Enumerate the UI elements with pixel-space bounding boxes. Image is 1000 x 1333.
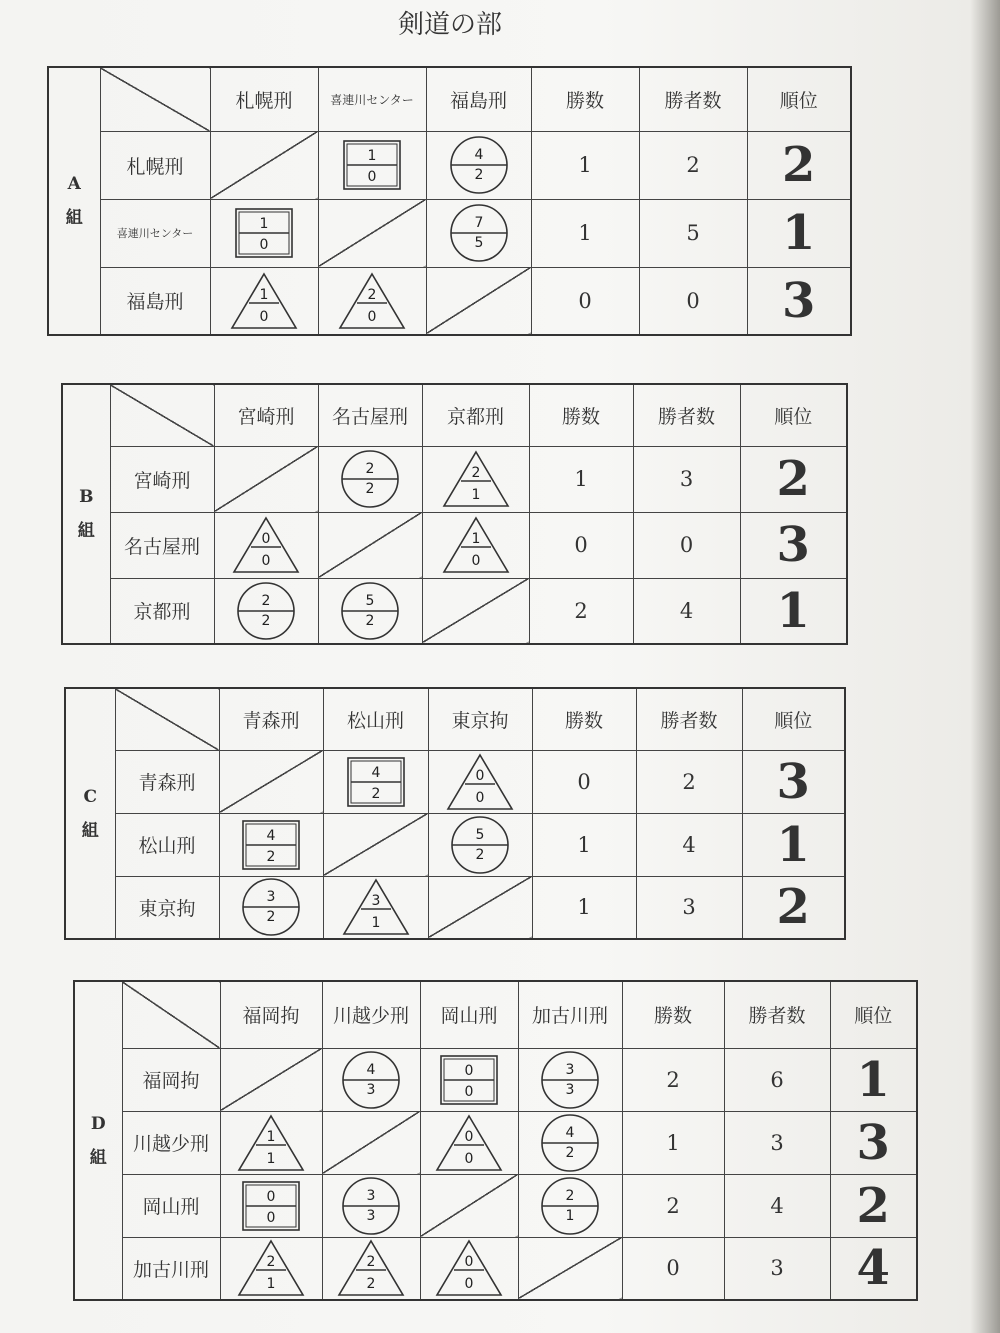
score-top: 0 <box>464 1254 474 1271</box>
self-match-cell <box>214 446 318 512</box>
match-cell <box>219 876 323 939</box>
match-cell <box>214 512 318 578</box>
team-row <box>65 750 845 813</box>
match-cell <box>518 1111 622 1174</box>
team-header: 京都刑 <box>422 384 529 446</box>
rank-header: 順位 <box>742 688 845 750</box>
score-top: 2 <box>367 286 377 303</box>
team-header: 川越少刑 <box>322 981 420 1048</box>
team-header: 松山刑 <box>323 688 428 750</box>
winners-value: 3 <box>724 1237 830 1300</box>
winners-value: 3 <box>724 1111 830 1174</box>
match-result-circle <box>540 1176 600 1236</box>
score-top: 2 <box>266 1254 276 1271</box>
winners-header: 勝者数 <box>639 67 747 131</box>
score-bottom: 0 <box>464 1276 474 1293</box>
rank-value: 2 <box>830 1174 917 1237</box>
score-bottom: 2 <box>371 785 380 802</box>
group-label-char: 組 <box>65 208 83 228</box>
team-row <box>74 1111 917 1174</box>
rank-value: 2 <box>740 446 847 512</box>
team-header: 名古屋刑 <box>318 384 422 446</box>
match-result-triangle <box>446 753 514 811</box>
team-row-label: 京都刑 <box>110 578 214 644</box>
header-row <box>74 981 917 1048</box>
wins-value: 2 <box>529 578 633 644</box>
match-cell <box>420 1048 518 1111</box>
match-result-square <box>440 1055 498 1105</box>
match-result-triangle <box>435 1114 503 1172</box>
group-label-char: B <box>79 487 94 507</box>
score-top: 1 <box>259 216 269 232</box>
team-row <box>65 813 845 876</box>
corner-cell <box>100 67 210 131</box>
group-label-char: C <box>83 786 98 807</box>
team-row <box>62 512 847 578</box>
winners-value: 0 <box>639 267 747 335</box>
match-cell <box>214 578 318 644</box>
match-result-square <box>347 757 405 807</box>
score-top: 4 <box>366 1061 376 1078</box>
rank-header: 順位 <box>740 384 847 446</box>
team-header: 喜連川センター <box>318 67 426 131</box>
match-result-triangle <box>342 878 410 936</box>
header-row <box>65 688 845 750</box>
score-top: 0 <box>261 531 271 547</box>
team-row-label: 川越少刑 <box>122 1111 220 1174</box>
score-top: 0 <box>266 1188 276 1205</box>
team-row <box>74 1174 917 1237</box>
winners-header: 勝者数 <box>633 384 740 446</box>
match-cell <box>426 199 531 267</box>
wins-header: 勝数 <box>532 688 636 750</box>
score-bottom: 0 <box>367 308 377 325</box>
team-header: 岡山刑 <box>420 981 518 1048</box>
score-top: 0 <box>464 1128 474 1145</box>
match-cell <box>220 1111 322 1174</box>
match-result-circle <box>540 1050 600 1110</box>
match-result-triangle <box>232 516 300 574</box>
score-bottom: 2 <box>261 612 271 629</box>
wins-value: 1 <box>532 813 636 876</box>
score-bottom: 2 <box>474 167 483 183</box>
page-title: 剣道の部 <box>397 10 502 40</box>
score-top: 2 <box>366 1254 376 1271</box>
score-bottom: 1 <box>471 487 480 503</box>
score-top: 7 <box>474 215 483 231</box>
group-label <box>62 384 110 644</box>
group-label-char: 組 <box>77 521 95 541</box>
match-cell <box>518 1048 622 1111</box>
match-cell <box>220 1174 322 1237</box>
score-bottom: 3 <box>565 1081 575 1098</box>
score-bottom: 5 <box>474 235 483 251</box>
winners-value: 0 <box>633 512 740 578</box>
self-match-cell <box>518 1237 622 1300</box>
score-bottom: 1 <box>266 1276 276 1293</box>
match-result-circle <box>449 135 509 195</box>
team-row-label: 加古川刑 <box>122 1237 220 1300</box>
team-row <box>62 578 847 644</box>
group-label-char: A <box>67 174 81 194</box>
score-top: 3 <box>565 1061 575 1078</box>
match-result-circle <box>449 203 509 263</box>
score-bottom: 0 <box>259 237 269 253</box>
team-row-label: 宮崎刑 <box>110 446 214 512</box>
team-row-label: 東京拘 <box>115 876 219 939</box>
self-match-cell <box>322 1111 420 1174</box>
team-row <box>74 1048 917 1111</box>
rank-value: 2 <box>747 131 851 199</box>
score-bottom: 2 <box>366 1276 376 1293</box>
match-cell <box>318 267 426 335</box>
rank-value: 3 <box>830 1111 917 1174</box>
score-top: 4 <box>371 764 380 781</box>
team-row <box>48 267 851 335</box>
group-table <box>47 66 852 336</box>
match-result-square <box>242 820 300 870</box>
match-cell <box>420 1237 518 1300</box>
match-cell <box>422 446 529 512</box>
match-cell <box>318 446 422 512</box>
self-match-cell <box>323 813 428 876</box>
wins-value: 1 <box>531 131 639 199</box>
score-bottom: 0 <box>475 789 485 806</box>
team-row-label: 名古屋刑 <box>110 512 214 578</box>
score-bottom: 2 <box>365 612 375 629</box>
score-top: 1 <box>266 1128 276 1145</box>
group-label <box>65 688 115 939</box>
corner-cell <box>115 688 219 750</box>
winners-value: 4 <box>633 578 740 644</box>
rank-value: 1 <box>830 1048 917 1111</box>
score-top: 2 <box>261 592 271 609</box>
rank-value: 4 <box>830 1237 917 1300</box>
match-cell <box>322 1174 420 1237</box>
match-result-square <box>235 208 293 258</box>
winners-value: 2 <box>639 131 747 199</box>
match-cell <box>220 1237 322 1300</box>
score-top: 2 <box>365 461 375 477</box>
winners-header: 勝者数 <box>724 981 830 1048</box>
score-bottom: 1 <box>565 1207 575 1224</box>
rank-value: 3 <box>742 750 845 813</box>
self-match-cell <box>318 512 422 578</box>
match-cell <box>210 199 318 267</box>
match-cell <box>420 1111 518 1174</box>
winners-value: 2 <box>636 750 742 813</box>
self-match-cell <box>426 267 531 335</box>
team-row-label: 福岡拘 <box>122 1048 220 1111</box>
group-table <box>61 383 848 645</box>
score-top: 4 <box>266 827 276 844</box>
score-top: 4 <box>474 147 483 163</box>
rank-header: 順位 <box>747 67 851 131</box>
winners-header: 勝者数 <box>636 688 742 750</box>
match-result-circle <box>341 1176 401 1236</box>
score-top: 3 <box>366 1187 376 1204</box>
team-row <box>65 876 845 939</box>
rank-value: 3 <box>740 512 847 578</box>
self-match-cell <box>318 199 426 267</box>
score-bottom: 1 <box>371 915 380 932</box>
wins-value: 1 <box>622 1111 724 1174</box>
winners-value: 3 <box>633 446 740 512</box>
score-bottom: 0 <box>471 553 480 569</box>
match-cell <box>422 512 529 578</box>
match-cell <box>219 813 323 876</box>
team-row <box>62 446 847 512</box>
match-cell <box>322 1048 420 1111</box>
team-header: 宮崎刑 <box>214 384 318 446</box>
score-bottom: 2 <box>266 909 276 926</box>
wins-value: 0 <box>622 1237 724 1300</box>
header-row <box>48 67 851 131</box>
match-cell <box>322 1237 420 1300</box>
score-bottom: 2 <box>365 481 375 497</box>
score-bottom: 2 <box>565 1144 575 1161</box>
score-top: 1 <box>471 531 480 547</box>
group-label-char: D <box>90 1113 106 1134</box>
score-bottom: 0 <box>464 1150 474 1167</box>
team-row <box>48 131 851 199</box>
rank-value: 1 <box>747 199 851 267</box>
score-bottom: 0 <box>266 1209 276 1226</box>
team-row-label: 岡山刑 <box>122 1174 220 1237</box>
match-result-triangle <box>338 272 406 330</box>
group-label-char: 組 <box>89 1147 107 1168</box>
score-top: 4 <box>565 1124 575 1141</box>
match-result-circle <box>540 1113 600 1173</box>
score-top: 5 <box>365 592 375 609</box>
team-row-label: 青森刑 <box>115 750 219 813</box>
score-bottom: 2 <box>475 846 485 863</box>
score-top: 1 <box>259 286 269 303</box>
team-row <box>74 1237 917 1300</box>
corner-cell <box>122 981 220 1048</box>
winners-value: 4 <box>724 1174 830 1237</box>
self-match-cell <box>219 750 323 813</box>
match-result-circle <box>241 877 301 937</box>
match-cell <box>210 267 318 335</box>
match-result-circle <box>341 1050 401 1110</box>
winners-value: 3 <box>636 876 742 939</box>
wins-value: 0 <box>531 267 639 335</box>
wins-value: 2 <box>622 1174 724 1237</box>
team-header: 青森刑 <box>219 688 323 750</box>
wins-value: 1 <box>531 199 639 267</box>
match-result-triangle <box>442 516 510 574</box>
match-result-triangle <box>435 1239 503 1297</box>
match-result-circle <box>450 815 510 875</box>
score-top: 2 <box>471 465 480 481</box>
rank-value: 2 <box>742 876 845 939</box>
score-bottom: 1 <box>266 1150 276 1167</box>
self-match-cell <box>420 1174 518 1237</box>
team-header: 加古川刑 <box>518 981 622 1048</box>
team-row-label: 札幌刑 <box>100 131 210 199</box>
wins-header: 勝数 <box>622 981 724 1048</box>
score-bottom: 0 <box>261 553 271 569</box>
header-row <box>62 384 847 446</box>
wins-value: 1 <box>532 876 636 939</box>
match-result-circle <box>340 449 400 509</box>
self-match-cell <box>210 131 318 199</box>
score-bottom: 2 <box>266 848 276 865</box>
rank-value: 3 <box>747 267 851 335</box>
score-bottom: 3 <box>366 1207 376 1224</box>
rank-value: 1 <box>740 578 847 644</box>
match-cell <box>428 813 532 876</box>
team-row-label: 松山刑 <box>115 813 219 876</box>
score-top: 3 <box>371 893 380 910</box>
match-result-triangle <box>337 1239 405 1297</box>
group-label <box>74 981 122 1300</box>
match-result-triangle <box>442 450 510 508</box>
match-result-square <box>343 140 401 190</box>
self-match-cell <box>220 1048 322 1111</box>
match-result-circle <box>236 581 296 641</box>
score-bottom: 0 <box>259 308 269 325</box>
team-header: 札幌刑 <box>210 67 318 131</box>
match-cell <box>318 578 422 644</box>
match-cell <box>518 1174 622 1237</box>
match-cell <box>318 131 426 199</box>
group-table <box>73 980 918 1301</box>
wins-header: 勝数 <box>531 67 639 131</box>
team-row <box>48 199 851 267</box>
wins-value: 0 <box>532 750 636 813</box>
group-label-char: 組 <box>81 820 99 841</box>
team-header: 福島刑 <box>426 67 531 131</box>
match-result-circle <box>340 581 400 641</box>
score-bottom: 3 <box>366 1081 376 1098</box>
group-label <box>48 67 100 335</box>
rank-value: 1 <box>742 813 845 876</box>
match-cell <box>426 131 531 199</box>
team-header: 福岡拘 <box>220 981 322 1048</box>
team-header: 東京拘 <box>428 688 532 750</box>
match-result-triangle <box>230 272 298 330</box>
corner-cell <box>110 384 214 446</box>
match-cell <box>323 876 428 939</box>
team-row-label: 喜連川センター <box>100 199 210 267</box>
score-top: 0 <box>475 767 485 784</box>
match-cell <box>428 750 532 813</box>
score-bottom: 0 <box>367 169 377 185</box>
winners-value: 4 <box>636 813 742 876</box>
winners-value: 5 <box>639 199 747 267</box>
score-top: 2 <box>565 1187 575 1204</box>
rank-header: 順位 <box>830 981 917 1048</box>
wins-header: 勝数 <box>529 384 633 446</box>
match-result-square <box>242 1181 300 1231</box>
match-result-triangle <box>237 1239 305 1297</box>
team-row-label: 福島刑 <box>100 267 210 335</box>
wins-value: 0 <box>529 512 633 578</box>
score-top: 5 <box>475 826 485 843</box>
group-table <box>64 687 846 940</box>
score-bottom: 0 <box>464 1083 474 1100</box>
self-match-cell <box>422 578 529 644</box>
match-cell <box>323 750 428 813</box>
score-top: 0 <box>464 1062 474 1079</box>
match-result-triangle <box>237 1114 305 1172</box>
score-top: 3 <box>266 889 276 906</box>
wins-value: 2 <box>622 1048 724 1111</box>
score-top: 1 <box>367 148 377 164</box>
winners-value: 6 <box>724 1048 830 1111</box>
wins-value: 1 <box>529 446 633 512</box>
self-match-cell <box>428 876 532 939</box>
